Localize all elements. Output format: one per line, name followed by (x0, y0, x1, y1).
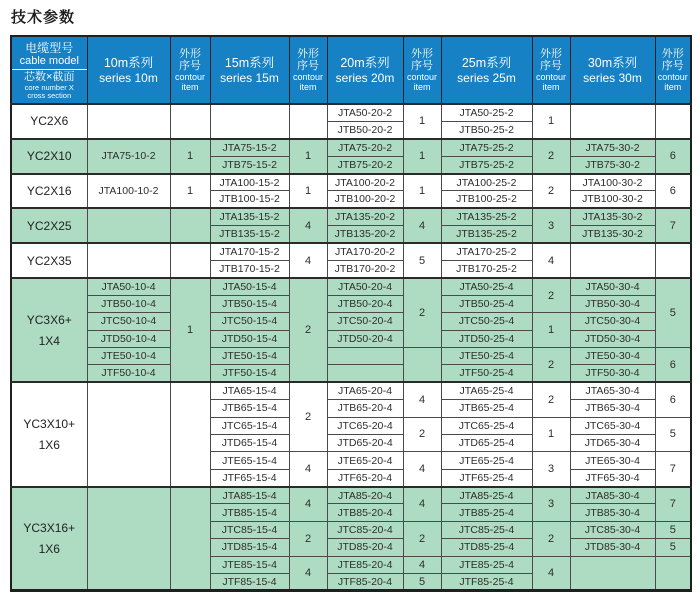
contour-item-cell: 4 (532, 556, 570, 591)
series-code-cell: JTB170-20-2 (327, 261, 403, 278)
contour-item-cell: 4 (289, 243, 327, 278)
contour-item-cell: 3 (532, 452, 570, 487)
contour-item-cell: 2 (403, 521, 441, 556)
contour-item-cell: 1 (170, 139, 210, 174)
contour-item-cell: 2 (289, 521, 327, 556)
header-contour-item-3: 外形 序号 contour item (403, 36, 441, 104)
cable-model-cell: YC3X16+ 1X6 (11, 487, 87, 591)
series-code-cell: JTA135-25-2 (441, 208, 532, 225)
contour-item-cell: 4 (532, 243, 570, 278)
series-code-cell: JTD65-15-4 (210, 434, 289, 451)
table-row (11, 347, 691, 364)
contour-item-cell: 2 (532, 347, 570, 382)
series-code-cell: JTB50-25-4 (441, 295, 532, 312)
series-code-cell: JTE65-30-4 (570, 452, 655, 469)
series-code-cell: JTD65-20-4 (327, 434, 403, 451)
series-code-cell: JTB85-30-4 (570, 504, 655, 521)
series-code-cell: JTB75-30-2 (570, 156, 655, 173)
series-code-cell: JTB50-20-4 (327, 295, 403, 312)
series-code-cell: JTF65-30-4 (570, 469, 655, 486)
series-code-cell: JTA100-15-2 (210, 174, 289, 191)
table-row (11, 243, 691, 260)
series-code-cell: JTB135-25-2 (441, 226, 532, 243)
series-code-cell: JTB50-25-2 (441, 121, 532, 138)
series-code-cell: JTB50-20-2 (327, 121, 403, 138)
contour-item-cell: 4 (289, 452, 327, 487)
series-code-cell: JTA65-15-4 (210, 382, 289, 399)
contour-item-cell: 5 (403, 243, 441, 278)
contour-item-cell: 3 (532, 487, 570, 522)
series-code-cell: JTB85-15-4 (210, 504, 289, 521)
empty-cell (170, 243, 210, 278)
cable-model-cell: YC2X35 (11, 243, 87, 278)
contour-item-cell: 1 (289, 139, 327, 174)
series-code-cell: JTA65-30-4 (570, 382, 655, 399)
table-row (11, 208, 691, 225)
header-series-25m: 25m系列 series 25m (441, 36, 532, 104)
series-code-cell: JTF65-20-4 (327, 469, 403, 486)
series-code-cell: JTA50-25-4 (441, 278, 532, 295)
series-code-cell: JTA85-20-4 (327, 487, 403, 504)
table-row (11, 382, 691, 399)
contour-item-cell: 1 (403, 139, 441, 174)
contour-item-cell: 2 (403, 278, 441, 348)
series-code-cell: JTA100-10-2 (87, 174, 170, 209)
series-code-cell: JTA85-25-4 (441, 487, 532, 504)
series-code-cell: JTD50-20-4 (327, 330, 403, 347)
contour-item-cell: 6 (655, 174, 691, 209)
series-code-cell: JTF50-25-4 (441, 365, 532, 382)
table-row (11, 487, 691, 504)
empty-cell (327, 365, 403, 382)
contour-item-cell: 2 (532, 278, 570, 313)
contour-item-cell: 1 (170, 174, 210, 209)
contour-item-cell: 4 (289, 208, 327, 243)
series-code-cell: JTC85-20-4 (327, 521, 403, 538)
series-code-cell: JTC85-15-4 (210, 521, 289, 538)
series-code-cell: JTB50-15-4 (210, 295, 289, 312)
empty-cell (655, 243, 691, 278)
cable-model-cell: YC3X6+ 1X4 (11, 278, 87, 382)
series-code-cell: JTA170-15-2 (210, 243, 289, 260)
series-code-cell: JTB170-15-2 (210, 261, 289, 278)
header-contour-item-5: 外形 序号 contour item (655, 36, 691, 104)
series-code-cell: JTB135-20-2 (327, 226, 403, 243)
series-code-cell: JTA50-30-4 (570, 278, 655, 295)
header-series-20m: 20m系列 series 20m (327, 36, 403, 104)
series-code-cell: JTB65-15-4 (210, 400, 289, 417)
series-code-cell: JTC50-25-4 (441, 313, 532, 330)
series-code-cell: JTF50-15-4 (210, 365, 289, 382)
series-code-cell: JTA75-25-2 (441, 139, 532, 156)
contour-item-cell: 2 (403, 417, 441, 452)
header-cable-model (11, 36, 87, 104)
empty-cell (87, 243, 170, 278)
parameters-table (10, 35, 692, 592)
series-code-cell: JTE65-25-4 (441, 452, 532, 469)
series-code-cell: JTC50-10-4 (87, 313, 170, 330)
series-code-cell: JTD85-20-4 (327, 539, 403, 556)
series-code-cell: JTA100-25-2 (441, 174, 532, 191)
series-code-cell: JTD50-15-4 (210, 330, 289, 347)
empty-cell (170, 104, 210, 139)
contour-item-cell: 4 (403, 208, 441, 243)
series-code-cell: JTF85-15-4 (210, 574, 289, 591)
series-code-cell: JTC50-30-4 (570, 313, 655, 330)
series-code-cell: JTF65-25-4 (441, 469, 532, 486)
header-cable-model-cn: 电缆型号 (25, 40, 74, 55)
contour-item-cell: 4 (403, 556, 441, 573)
series-code-cell: JTD85-30-4 (570, 539, 655, 556)
table-header (11, 36, 691, 104)
contour-item-cell: 4 (403, 487, 441, 522)
series-code-cell: JTC50-15-4 (210, 313, 289, 330)
table-row (11, 295, 691, 312)
contour-item-cell: 2 (289, 382, 327, 452)
contour-item-cell: 1 (532, 313, 570, 348)
header-cross-section-en2: cross section (27, 91, 72, 100)
series-code-cell: JTE50-25-4 (441, 347, 532, 364)
series-code-cell: JTA50-10-4 (87, 278, 170, 295)
series-code-cell: JTB135-15-2 (210, 226, 289, 243)
series-code-cell: JTA50-20-2 (327, 104, 403, 121)
contour-item-cell: 1 (532, 417, 570, 452)
cable-model-cell: YC2X25 (11, 208, 87, 243)
series-code-cell: JTB100-15-2 (210, 191, 289, 208)
contour-item-cell: 1 (289, 174, 327, 209)
table-row (11, 104, 691, 121)
empty-cell (403, 347, 441, 382)
table-row (11, 174, 691, 191)
series-code-cell: JTD85-25-4 (441, 539, 532, 556)
series-code-cell: JTB85-20-4 (327, 504, 403, 521)
series-code-cell: JTB65-30-4 (570, 400, 655, 417)
series-code-cell: JTB75-15-2 (210, 156, 289, 173)
table-body (11, 104, 691, 591)
series-code-cell: JTE65-15-4 (210, 452, 289, 469)
cable-model-cell: YC2X6 (11, 104, 87, 139)
table-row (11, 313, 691, 330)
contour-item-cell: 1 (170, 278, 210, 382)
header-cable-model-top (12, 38, 87, 70)
contour-item-cell: 1 (403, 104, 441, 139)
series-code-cell: JTB65-20-4 (327, 400, 403, 417)
contour-item-cell: 5 (655, 521, 691, 538)
empty-cell (87, 208, 170, 243)
series-code-cell: JTA135-30-2 (570, 208, 655, 225)
series-code-cell: JTD85-15-4 (210, 539, 289, 556)
series-code-cell: JTE50-10-4 (87, 347, 170, 364)
series-code-cell: JTB170-25-2 (441, 261, 532, 278)
contour-item-cell: 4 (403, 382, 441, 417)
empty-cell (87, 487, 170, 591)
contour-item-cell: 4 (289, 487, 327, 522)
contour-item-cell: 6 (655, 347, 691, 382)
series-code-cell: JTD50-10-4 (87, 330, 170, 347)
page-title: 技术参数 (11, 9, 76, 26)
series-code-cell: JTE50-15-4 (210, 347, 289, 364)
contour-item-cell: 2 (289, 278, 327, 382)
contour-item-cell: 4 (289, 556, 327, 591)
header-cross-section-cn: 芯数×截面 (24, 70, 75, 83)
series-code-cell: JTA75-30-2 (570, 139, 655, 156)
series-code-cell: JTA65-25-4 (441, 382, 532, 399)
series-code-cell: JTF65-15-4 (210, 469, 289, 486)
contour-item-cell: 5 (655, 278, 691, 348)
contour-item-cell: 1 (403, 174, 441, 209)
series-code-cell: JTB65-25-4 (441, 400, 532, 417)
series-code-cell: JTB135-30-2 (570, 226, 655, 243)
contour-item-cell: 2 (532, 139, 570, 174)
empty-cell (170, 487, 210, 591)
series-code-cell: JTF85-20-4 (327, 574, 403, 591)
series-code-cell: JTA50-15-4 (210, 278, 289, 295)
header-cross-section-en1: core number X (24, 82, 74, 92)
series-code-cell: JTC85-30-4 (570, 521, 655, 538)
contour-item-cell: 2 (532, 174, 570, 209)
series-code-cell: JTA170-20-2 (327, 243, 403, 260)
series-code-cell: JTA85-15-4 (210, 487, 289, 504)
series-code-cell: JTC65-15-4 (210, 417, 289, 434)
header-series-30m: 30m系列 series 30m (570, 36, 655, 104)
cable-model-cell: YC2X16 (11, 174, 87, 209)
contour-item-cell: 6 (655, 382, 691, 417)
series-code-cell: JTE65-20-4 (327, 452, 403, 469)
contour-item-cell: 2 (532, 521, 570, 556)
series-code-cell: JTA65-20-4 (327, 382, 403, 399)
table-row (11, 278, 691, 295)
empty-cell (570, 104, 655, 139)
cable-model-cell: YC3X10+ 1X6 (11, 382, 87, 486)
empty-cell (570, 243, 655, 278)
series-code-cell: JTA85-30-4 (570, 487, 655, 504)
series-code-cell: JTF50-30-4 (570, 365, 655, 382)
contour-item-cell: 6 (655, 139, 691, 174)
series-code-cell: JTE85-15-4 (210, 556, 289, 573)
series-code-cell: JTA50-20-4 (327, 278, 403, 295)
contour-item-cell: 3 (532, 208, 570, 243)
empty-cell (87, 382, 170, 486)
series-code-cell: JTB85-25-4 (441, 504, 532, 521)
series-code-cell: JTA75-20-2 (327, 139, 403, 156)
header-series-15m: 15m系列 series 15m (210, 36, 289, 104)
table-row (11, 365, 691, 382)
series-code-cell: JTB50-30-4 (570, 295, 655, 312)
series-code-cell: JTC65-20-4 (327, 417, 403, 434)
series-code-cell: JTB75-25-2 (441, 156, 532, 173)
empty-cell (170, 208, 210, 243)
contour-item-cell: 4 (403, 452, 441, 487)
empty-cell (210, 104, 289, 139)
series-code-cell: JTA135-20-2 (327, 208, 403, 225)
series-code-cell: JTA50-25-2 (441, 104, 532, 121)
table-row (11, 139, 691, 156)
contour-item-cell: 5 (655, 539, 691, 556)
empty-cell (655, 104, 691, 139)
series-code-cell: JTC85-25-4 (441, 521, 532, 538)
empty-cell (289, 104, 327, 139)
series-code-cell: JTA75-10-2 (87, 139, 170, 174)
series-code-cell: JTD50-25-4 (441, 330, 532, 347)
series-code-cell: JTC65-25-4 (441, 417, 532, 434)
series-code-cell: JTE85-20-4 (327, 556, 403, 573)
header-contour-item-4: 外形 序号 contour item (532, 36, 570, 104)
series-code-cell: JTA100-20-2 (327, 174, 403, 191)
series-code-cell: JTD65-25-4 (441, 434, 532, 451)
empty-cell (170, 382, 210, 486)
series-code-cell: JTB100-30-2 (570, 191, 655, 208)
series-code-cell: JTF85-25-4 (441, 574, 532, 591)
empty-cell (87, 104, 170, 139)
empty-cell (327, 347, 403, 364)
header-cross-section (12, 70, 87, 103)
contour-item-cell: 5 (655, 417, 691, 452)
series-code-cell: JTB75-20-2 (327, 156, 403, 173)
series-code-cell: JTB100-20-2 (327, 191, 403, 208)
series-code-cell: JTE50-30-4 (570, 347, 655, 364)
contour-item-cell: 1 (532, 104, 570, 139)
series-code-cell: JTE85-25-4 (441, 556, 532, 573)
series-code-cell: JTB100-25-2 (441, 191, 532, 208)
header-series-10m: 10m系列 series 10m (87, 36, 170, 104)
series-code-cell: JTA170-25-2 (441, 243, 532, 260)
table-row (11, 330, 691, 347)
header-contour-item-1: 外形 序号 contour item (170, 36, 210, 104)
series-code-cell: JTD50-30-4 (570, 330, 655, 347)
header-cable-model-en: cable model (19, 54, 79, 67)
contour-item-cell: 7 (655, 208, 691, 243)
series-code-cell: JTF50-10-4 (87, 365, 170, 382)
series-code-cell: JTA100-30-2 (570, 174, 655, 191)
series-code-cell: JTC50-20-4 (327, 313, 403, 330)
contour-item-cell: 2 (532, 382, 570, 417)
cable-model-cell: YC2X10 (11, 139, 87, 174)
contour-item-cell: 7 (655, 452, 691, 487)
header-row (11, 36, 691, 104)
series-code-cell: JTA75-15-2 (210, 139, 289, 156)
series-code-cell: JTB50-10-4 (87, 295, 170, 312)
contour-item-cell: 7 (655, 487, 691, 522)
empty-cell (655, 556, 691, 591)
contour-item-cell: 5 (403, 574, 441, 591)
series-code-cell: JTC65-30-4 (570, 417, 655, 434)
series-code-cell: JTA135-15-2 (210, 208, 289, 225)
empty-cell (570, 556, 655, 591)
series-code-cell: JTD65-30-4 (570, 434, 655, 451)
header-contour-item-2: 外形 序号 contour item (289, 36, 327, 104)
